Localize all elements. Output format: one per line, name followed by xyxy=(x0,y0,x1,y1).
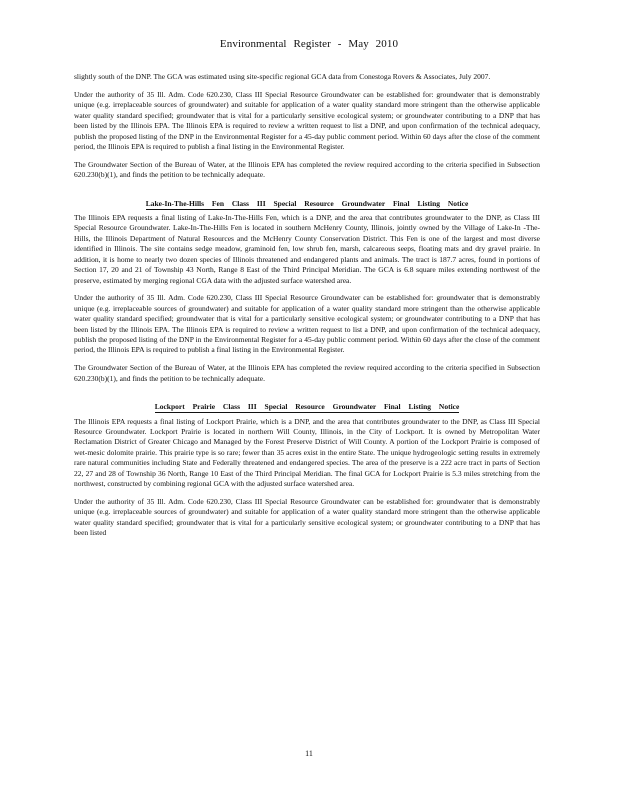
section-heading-text: Lake-In-The-Hills Fen Class III Special Resource Groundwater Final Listing Notice xyxy=(145,198,469,208)
paragraph-gap xyxy=(74,489,540,497)
section-heading xyxy=(74,199,540,209)
paragraph: Under the authority of 35 Ill. Adm. Code 620.230, Class III Special Resource Groundwater can be established for: groundwater that is demonstrably unique (e.g. irreplaceable sources of groundwater) and suitable for application of a water quality standard more stringent than the otherwise applicable water quality standard specified; groundwater that is vital for a particularly sensitive ecological system; or groundwater contributing to a DNP that has been listed by the Illinois EPA. The Illinois EPA is required to review a written request to list a DNP, and upon confirmation of the technical adequacy, publish the proposed listing of the DNP in the Environmental Register for a 45-day public comment period. Within 60 days after the close of the comment period, the Illinois EPA is required to publish a final listing in the Environmental Register. xyxy=(74,293,540,355)
paragraph-gap xyxy=(74,286,540,294)
paragraph: The Groundwater Section of the Bureau of Water, at the Illinois EPA has completed the review required according to the criteria specified in Subsection 620.230(b)(1), and finds the petition to be technically adequate. xyxy=(74,363,540,383)
paragraph: The Illinois EPA requests a final listing of Lake-In-The-Hills Fen, which is a DNP, and the area that contributes groundwater to the DNP, as Class III Special Resource Groundwater. Lake-In-The-Hills Fen is located in southern McHenry County, Illinois, jointly owned by the Village of Lake-In -The-Hills, the Illinois Department of Natural Resources and the McHenry County Conservation District. This Fen is one of the largest and most diverse identified in Illinois. The site contains sedge meadow, graminoid fen, low shrub fen, marsh, calcareous seeps, floating mats and dry gravel prairie. In addition, it is home to nearly two dozen species of Illinois threatened and endangered plants and animals. The tract is 187.7 acres, found in portions of Section 17, 20 and 21 of Township 43 North, Range 8 East of the Third Principal Meridian. The GCA is 6.8 square miles extending northwest of the preserve, estimated by merging regional CGA data with the adjusted surface watershed area. xyxy=(74,213,540,285)
paragraph-gap xyxy=(74,152,540,160)
paragraph-gap xyxy=(74,82,540,90)
page-number: 11 xyxy=(305,749,313,758)
section-heading-text: Lockport Prairie Class III Special Resource Groundwater Final Listing Notice xyxy=(154,402,460,412)
paragraph-gap xyxy=(74,356,540,364)
page-header: Environmental Register - May 2010 xyxy=(219,38,399,50)
paragraph: The Groundwater Section of the Bureau of Water, at the Illinois EPA has completed the review required according to the criteria specified in Subsection 620.230(b)(1), and finds the petition to be technically adequate. xyxy=(74,159,540,180)
paragraph: The Illinois EPA requests a final listing of Lockport Prairie, which is a DNP, and the area that contributes groundwater to the DNP, as Class III Special Resource Groundwater. Lockport Prairie is located in northern Will County, Illinois, in the City of Lockport. It is owned by Metropolitan Water Reclamation District of Greater Chicago and Managed by the Forest Preserve District of Will County. A portion of the Lockport Prairie is composed of wet-mesic dolomite prairie. This prairie type is so rare; fewer than 35 acres exist in the entire State. The unique hydrogeologic setting results in extremely rare natural communities including State and Federally threatened and endangered species. The area of the preserve is a 222 acre tract in parts of Section 22, 27 and 28 of Township 36 North, Range 10 East of the Third Principal Meridian. The final GCA for Lockport Prairie is 5.3 miles stretching from the northwest, constructed by combining regional GCA with the adjusted surface watershed area. xyxy=(74,416,540,488)
paragraph: slightly south of the DNP. The GCA was estimated using site-specific regional GCA data from Conestoga Rovers & Associates, July 2007. xyxy=(74,72,491,81)
document-body xyxy=(74,72,540,539)
paragraph: Under the authority of 35 Ill. Adm. Code 620.230, Class III Special Resource Groundwater can be established for: groundwater that is demonstrably unique (e.g. irreplaceable sources of groundwater) and suitable for application of a water quality standard more stringent than the otherwise applicable water quality standard specified; groundwater that is vital for a particularly sensitive ecological system; or groundwater contributing to a DNP that has been listed by the Illinois EPA. The Illinois EPA is required to review a written request to list a DNP, and upon confirmation of the technical adequacy, publish the proposed listing of the DNP in the Environmental Register for a 45-day public comment period. Within 60 days after the close of the comment period, the Illinois EPA is required to publish a final listing in the Environmental Register. xyxy=(74,89,540,151)
paragraph: Under the authority of 35 Ill. Adm. Code 620.230, Class III Special Resource Groundwater can be established for: groundwater that is demonstrably unique (e.g. irreplaceable sources of groundwater) and suitable for application of a water quality standard more stringent than the otherwise applicable water quality standard specified; groundwater that is vital for a particularly sensitive ecological system; or groundwater contributing to a DNP that has been listed xyxy=(74,496,540,538)
section-heading xyxy=(74,402,540,412)
